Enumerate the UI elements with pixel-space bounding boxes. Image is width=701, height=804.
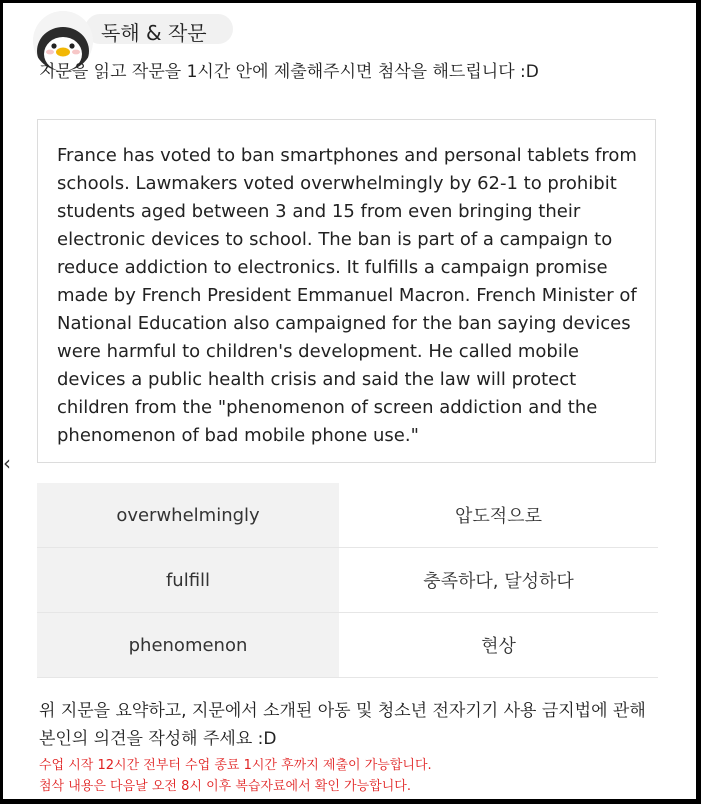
vocab-word: overwhelmingly — [37, 483, 339, 548]
submission-notes — [39, 755, 432, 797]
table-row — [37, 548, 658, 613]
writing-task: 위 지문을 요약하고, 지문에서 소개된 아동 및 청소년 전자기기 사용 금지법에 관해 본인의 의견을 작성해 주세요 :D — [39, 701, 646, 749]
note-line: 수업 시작 12시간 전부터 수업 종료 1시간 후까지 제출이 가능합니다. — [39, 758, 432, 773]
vocabulary-table — [37, 483, 658, 678]
reading-passage — [37, 119, 656, 463]
chevron-left-icon[interactable]: ‹ — [3, 451, 11, 475]
lesson-card — [3, 3, 696, 799]
category-label: 독해 & 작문 — [101, 21, 207, 45]
vocab-meaning: 현상 — [339, 613, 658, 678]
table-row — [37, 613, 658, 678]
vocab-meaning: 충족하다, 달성하다 — [339, 548, 658, 613]
note-line: 첨삭 내용은 다음날 오전 8시 이후 복습자료에서 확인 가능합니다. — [39, 779, 411, 794]
intro-text: 지문을 읽고 작문을 1시간 안에 제출해주시면 첨삭을 해드립니다 :D — [39, 62, 539, 82]
table-row — [37, 483, 658, 548]
vocab-word: phenomenon — [37, 613, 339, 678]
category-badge — [85, 14, 233, 44]
vocab-meaning: 압도적으로 — [339, 483, 658, 548]
vocab-word: fulfill — [37, 548, 339, 613]
passage-text: France has voted to ban smartphones and personal tablets from schools. Lawmakers voted overwhelmingly by 62-1 to prohibit students aged between 3 and 15 from even bringing their electronic devices to school. The ban is part of a campaign to reduce addiction to electronics. It fulfills a campaign promise made by French President Emmanuel Macron. French Minister of National Education also campaigned for the ban saying devices were harmful to children's development. He called mobile devices a public health crisis and said the law will protect children from the "phenomenon of screen addiction and the phenomenon of bad mobile phone use." — [57, 145, 637, 446]
